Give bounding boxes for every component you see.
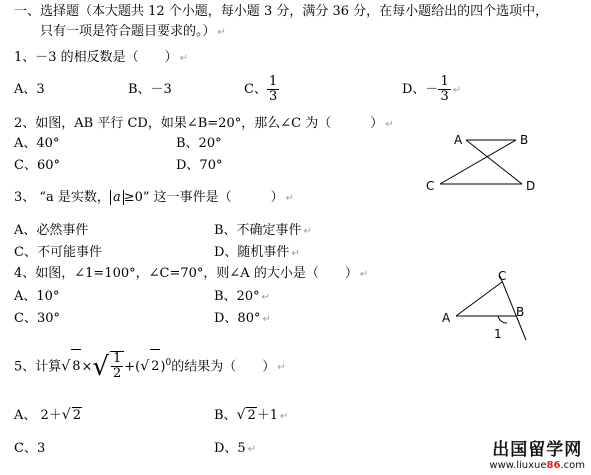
q4-option-d: D、80° ↵ [214, 311, 271, 326]
q3-option-a: A、必然事件 [14, 223, 89, 238]
q1-option-a: A、3 [14, 82, 45, 97]
q2-label-c: C [426, 179, 435, 193]
q4-option-a: A、10° [14, 289, 60, 304]
q3-option-b: B、不确定事件 ↵ [214, 223, 312, 238]
q4-option-c: C、30° [14, 311, 60, 326]
q5-option-a: A、 2＋√ 2 [14, 407, 81, 423]
q2-label-b: B [520, 133, 529, 147]
q2-label-a: A [454, 133, 463, 147]
q2-figure [418, 126, 548, 200]
section-title-line1: 一、选择题（本大题共 12 个小题，每小题 3 分，满分 36 分，在每小题给出的四个选项中， [14, 4, 549, 19]
q1-stem: 1、－3 的相反数是（ ） ↵ [14, 50, 189, 65]
q2-option-d: D、70° [176, 158, 223, 173]
q2-option-b: B、20° [176, 136, 222, 151]
q4-option-b: B、20° ↵ [214, 289, 270, 304]
watermark [489, 435, 585, 471]
q1-option-c: C、 $\frac{1}{3}$ [244, 74, 278, 104]
q5-stem: 5、计算√ 8×√ $\frac{1}{2}$ +(√ 2)$^0$的结果为（ ） ↵ [14, 346, 286, 385]
q1-option-d: D、－ $\frac{1}{3}$ ↵ [402, 74, 462, 104]
watermark-title: 出国留学网 [492, 440, 583, 460]
q2-line-bc [440, 140, 516, 184]
q5-option-b: B、√ 2＋1 ↵ [214, 407, 289, 423]
q1-option-b: B、－3 [128, 82, 172, 97]
q4-line-ac [456, 282, 502, 316]
q1-d-fraction: $\frac{1}{3}$ [440, 74, 449, 104]
q2-option-c: C、60° [14, 158, 60, 173]
q4-figure [436, 268, 546, 346]
q3-option-c: C、不可能事件 [14, 245, 102, 260]
q3-stem: 3、 “a 是实数， a ≥0” 这一事件是（ ） ↵ [14, 190, 295, 205]
q3-option-d: D、随机事件 ↵ [214, 245, 300, 260]
q4-label-angle-1: 1 [494, 327, 502, 341]
q3-abs: a [110, 190, 124, 205]
q1-c-fraction: $\frac{1}{3}$ [268, 74, 278, 104]
q2-line-ad [466, 140, 522, 184]
q2-stem: 2、如图，AB 平行 CD，如果∠B=20°，那么∠C 为（ ） ↵ [14, 116, 394, 131]
q2-label-d: D [526, 179, 536, 193]
q4-label-c: C [498, 269, 507, 283]
q4-angle-arc [498, 316, 507, 323]
q5-option-c: C、3 [14, 441, 46, 456]
watermark-url: www.liuxue86.com [489, 460, 585, 471]
q4-label-b: B [516, 305, 525, 319]
q4-label-a: A [442, 311, 451, 325]
section-title-line2: 只有一项是符合题目要求的。） ↵ [40, 24, 226, 39]
q5-option-d: D、5 ↵ [214, 441, 257, 456]
q4-stem: 4、如图，∠1=100°，∠C=70°，则∠A 的大小是（ ） ↵ [14, 266, 369, 281]
q2-option-a: A、40° [14, 136, 60, 151]
